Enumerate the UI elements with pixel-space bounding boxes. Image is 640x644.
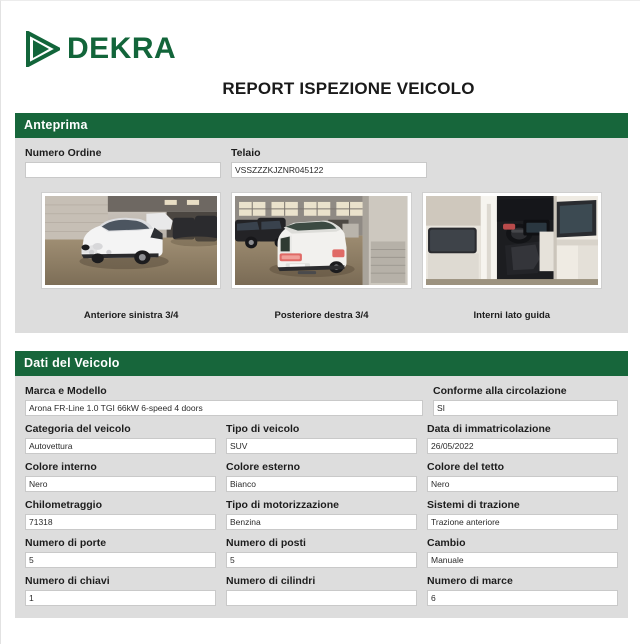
field-row — [25, 499, 618, 530]
field-numero-ordine — [25, 147, 221, 178]
field-tipo-di-motorizzazione — [226, 499, 417, 530]
section-spacer — [1, 333, 640, 351]
field-categoria-del-veicolo — [25, 423, 216, 454]
field-numero-di-porte — [25, 537, 216, 568]
numero-ordine-input[interactable] — [25, 162, 221, 178]
dekra-logo — [26, 31, 176, 67]
photo-caption: Anteriore sinistra 3/4 — [83, 310, 179, 322]
field-row — [25, 385, 618, 416]
photo-gallery — [25, 192, 618, 321]
page-title: REPORT ISPEZIONE VEICOLO — [222, 79, 475, 98]
vehicle-data-section — [15, 351, 628, 618]
dekra-wordmark: DEKRA — [67, 32, 177, 65]
field-row — [25, 537, 618, 568]
photo-front-left — [45, 196, 217, 285]
photo-caption: Interni lato guida — [473, 310, 551, 322]
field-colore-del-tetto — [427, 461, 618, 492]
numero-di-chiavi-input[interactable]: 1 — [25, 590, 216, 606]
telaio-input[interactable]: VSSZZZKJZNR045122 — [231, 162, 427, 178]
preview-section-header: Anteprima — [15, 113, 628, 138]
photo-cell — [231, 192, 411, 321]
field-label: Chilometraggio — [25, 499, 103, 512]
field-label: Colore interno — [25, 461, 97, 474]
conforme-alla-circolazione-input[interactable]: SI — [433, 400, 618, 416]
field-chilometraggio — [25, 499, 216, 530]
vehicle-data-section-header: Dati del Veicolo — [15, 351, 628, 376]
photo-interior-driver — [426, 196, 598, 285]
field-label: Numero Ordine — [25, 147, 102, 159]
field-label: Colore esterno — [226, 461, 301, 474]
field-label: Tipo di veicolo — [226, 423, 300, 436]
numero-di-posti-input[interactable]: 5 — [226, 552, 417, 568]
field-label: Cambio — [427, 537, 466, 550]
field-cambio — [427, 537, 618, 568]
field-row — [25, 461, 618, 492]
preview-field-row — [25, 147, 618, 178]
field-label: Marca e Modello — [25, 385, 107, 398]
field-sistemi-di-trazione — [427, 499, 618, 530]
field-label: Tipo di motorizzazione — [226, 499, 339, 512]
photo-frame[interactable] — [41, 192, 221, 289]
field-label: Numero di posti — [226, 537, 306, 550]
field-label: Numero di cilindri — [226, 575, 316, 588]
categoria-del-veicolo-input[interactable]: Autovettura — [25, 438, 216, 454]
numero-di-marce-input[interactable]: 6 — [427, 590, 618, 606]
cambio-input[interactable]: Manuale — [427, 552, 618, 568]
colore-interno-input[interactable]: Nero — [25, 476, 216, 492]
document-header — [1, 1, 640, 113]
field-label: Numero di marce — [427, 575, 513, 588]
field-colore-esterno — [226, 461, 417, 492]
photo-frame[interactable] — [422, 192, 602, 289]
field-label: Colore del tetto — [427, 461, 505, 474]
field-row — [25, 575, 618, 606]
vehicle-data-section-body — [15, 376, 628, 618]
field-colore-interno — [25, 461, 216, 492]
photo-rear-right — [235, 196, 407, 285]
field-telaio — [231, 147, 427, 178]
field-numero-di-marce — [427, 575, 618, 606]
numero-di-porte-input[interactable]: 5 — [25, 552, 216, 568]
field-data-di-immatricolazione — [427, 423, 618, 454]
field-numero-di-chiavi — [25, 575, 216, 606]
field-label: Numero di porte — [25, 537, 107, 550]
photo-cell — [41, 192, 221, 321]
tipo-di-motorizzazione-input[interactable]: Benzina — [226, 514, 417, 530]
field-row — [25, 423, 618, 454]
data-di-immatricolazione-input[interactable]: 26/05/2022 — [427, 438, 618, 454]
preview-section-body — [15, 138, 628, 333]
tipo-di-veicolo-input[interactable]: SUV — [226, 438, 417, 454]
photo-frame[interactable] — [231, 192, 411, 289]
field-marca-e-modello — [25, 385, 423, 416]
field-numero-di-posti — [226, 537, 417, 568]
numero-di-cilindri-input[interactable] — [226, 590, 417, 606]
field-tipo-di-veicolo — [226, 423, 417, 454]
field-numero-di-cilindri — [226, 575, 417, 606]
photo-caption: Posteriore destra 3/4 — [274, 310, 369, 322]
preview-section — [15, 113, 628, 333]
field-label: Categoria del veicolo — [25, 423, 131, 436]
field-label: Conforme alla circolazione — [433, 385, 567, 398]
field-label: Telaio — [231, 147, 261, 159]
colore-esterno-input[interactable]: Bianco — [226, 476, 417, 492]
photo-cell — [422, 192, 602, 321]
colore-del-tetto-input[interactable]: Nero — [427, 476, 618, 492]
field-label: Sistemi di trazione — [427, 499, 520, 512]
sistemi-di-trazione-input[interactable]: Trazione anteriore — [427, 514, 618, 530]
field-label: Data di immatricolazione — [427, 423, 551, 436]
chilometraggio-input[interactable]: 71318 — [25, 514, 216, 530]
field-label: Numero di chiavi — [25, 575, 110, 588]
dekra-chevron-logo-icon — [26, 31, 60, 67]
field-conforme-alla-circolazione — [433, 385, 618, 416]
marca-e-modello-input[interactable]: Arona FR-Line 1.0 TGI 66kW 6-speed 4 doors — [25, 400, 423, 416]
